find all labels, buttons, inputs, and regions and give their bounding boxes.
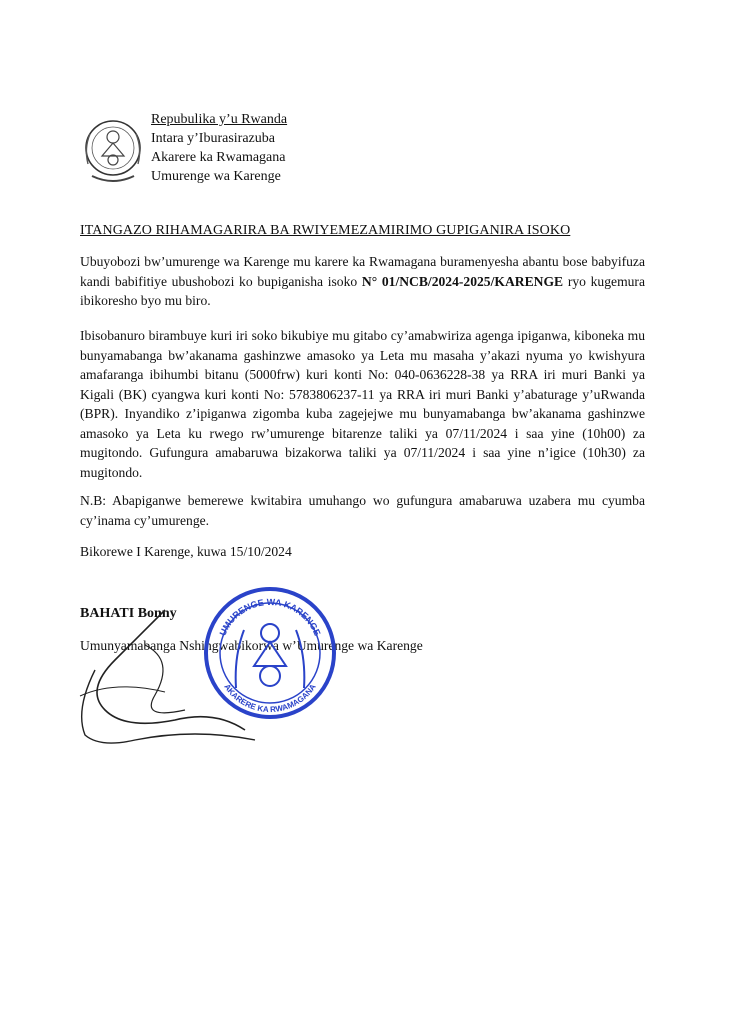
tender-reference: N° 01/NCB/2024-2025/KARENGE xyxy=(361,273,564,289)
signer-name: BAHATI Bonny xyxy=(80,606,177,621)
details-paragraph: Ibisobanuro birambuye kuri iri soko bikubiye mu gitabo cy’amabwiriza agenga ipiganwa, kiboneka mu bunyamabanga bw’akanama gashinzwe amasoko ya Leta mu masaha y’akazi nyuma yo kwishyura amafaranga ibihumbi bitanu (5000frw) kuri konti No: 040-0636228-38 ya RRA iri muri Banki ya Kigali (BK) cyangwa kuri konti No: 5783806237-11 ya RRA iri muri Banki y’abaturage y’uRwanda (BPR). Inyandiko z’ipiganwa zigomba kuba zagejejwe mu bunyamabanga bw’akanama gashinzwe amasoko ya Leta ku rwego rw’umurenge bitarenze taliki ya 07/11/2024 i saa yine (10h00) za mugitondo. Gufungura amabaruwa bizakorwa taliki ya 07/11/2024 i saa yine n’igice (10h30) za mugitondo. xyxy=(80,328,645,480)
institution-header xyxy=(151,110,287,186)
header-line-sector: Umurenge wa Karenge xyxy=(151,169,281,184)
note-paragraph: N.B: Abapiganwe bemerewe kwitabira umuhango wo gufungura amabaruwa uzabera mu cyumba cy’inama cy’umurenge. xyxy=(80,493,645,528)
signer-role: Umunyamabanga Nshingwabikorwa w’Umurenge wa Karenge xyxy=(80,638,423,653)
header-line-country: Repubulika y’u Rwanda xyxy=(151,112,288,127)
intro-text-start: Ubuyobozi bw’umurenge wa Karenge mu karere ka Rwamagana buramenyesha abantu bose babyifuza kandi babifitiye ubushobozi ko bupiganisha isoko xyxy=(80,254,645,289)
stamp-top-text: UMURENGE WA KARENGE xyxy=(217,596,323,638)
header-line-district: Akarere ka Rwamagana xyxy=(151,150,286,165)
intro-paragraph xyxy=(80,252,645,311)
rwanda-coat-of-arms-icon xyxy=(80,112,146,188)
announcement-title: ITANGAZO RIHAMAGARIRA BA RWIYEMEZAMIRIMO GUPIGANIRA ISOKO xyxy=(80,223,571,238)
official-stamp xyxy=(200,578,340,728)
intro-text-end: ryo kugemura ibikoresho byo mu biro. xyxy=(80,273,645,308)
place-date: Bikorewe I Karenge, kuwa 15/10/2024 xyxy=(80,544,292,559)
header-line-province: Intara y’Iburasirazuba xyxy=(151,131,275,146)
stamp-bottom-text: AKARERE KA RWAMAGANA xyxy=(222,682,318,715)
